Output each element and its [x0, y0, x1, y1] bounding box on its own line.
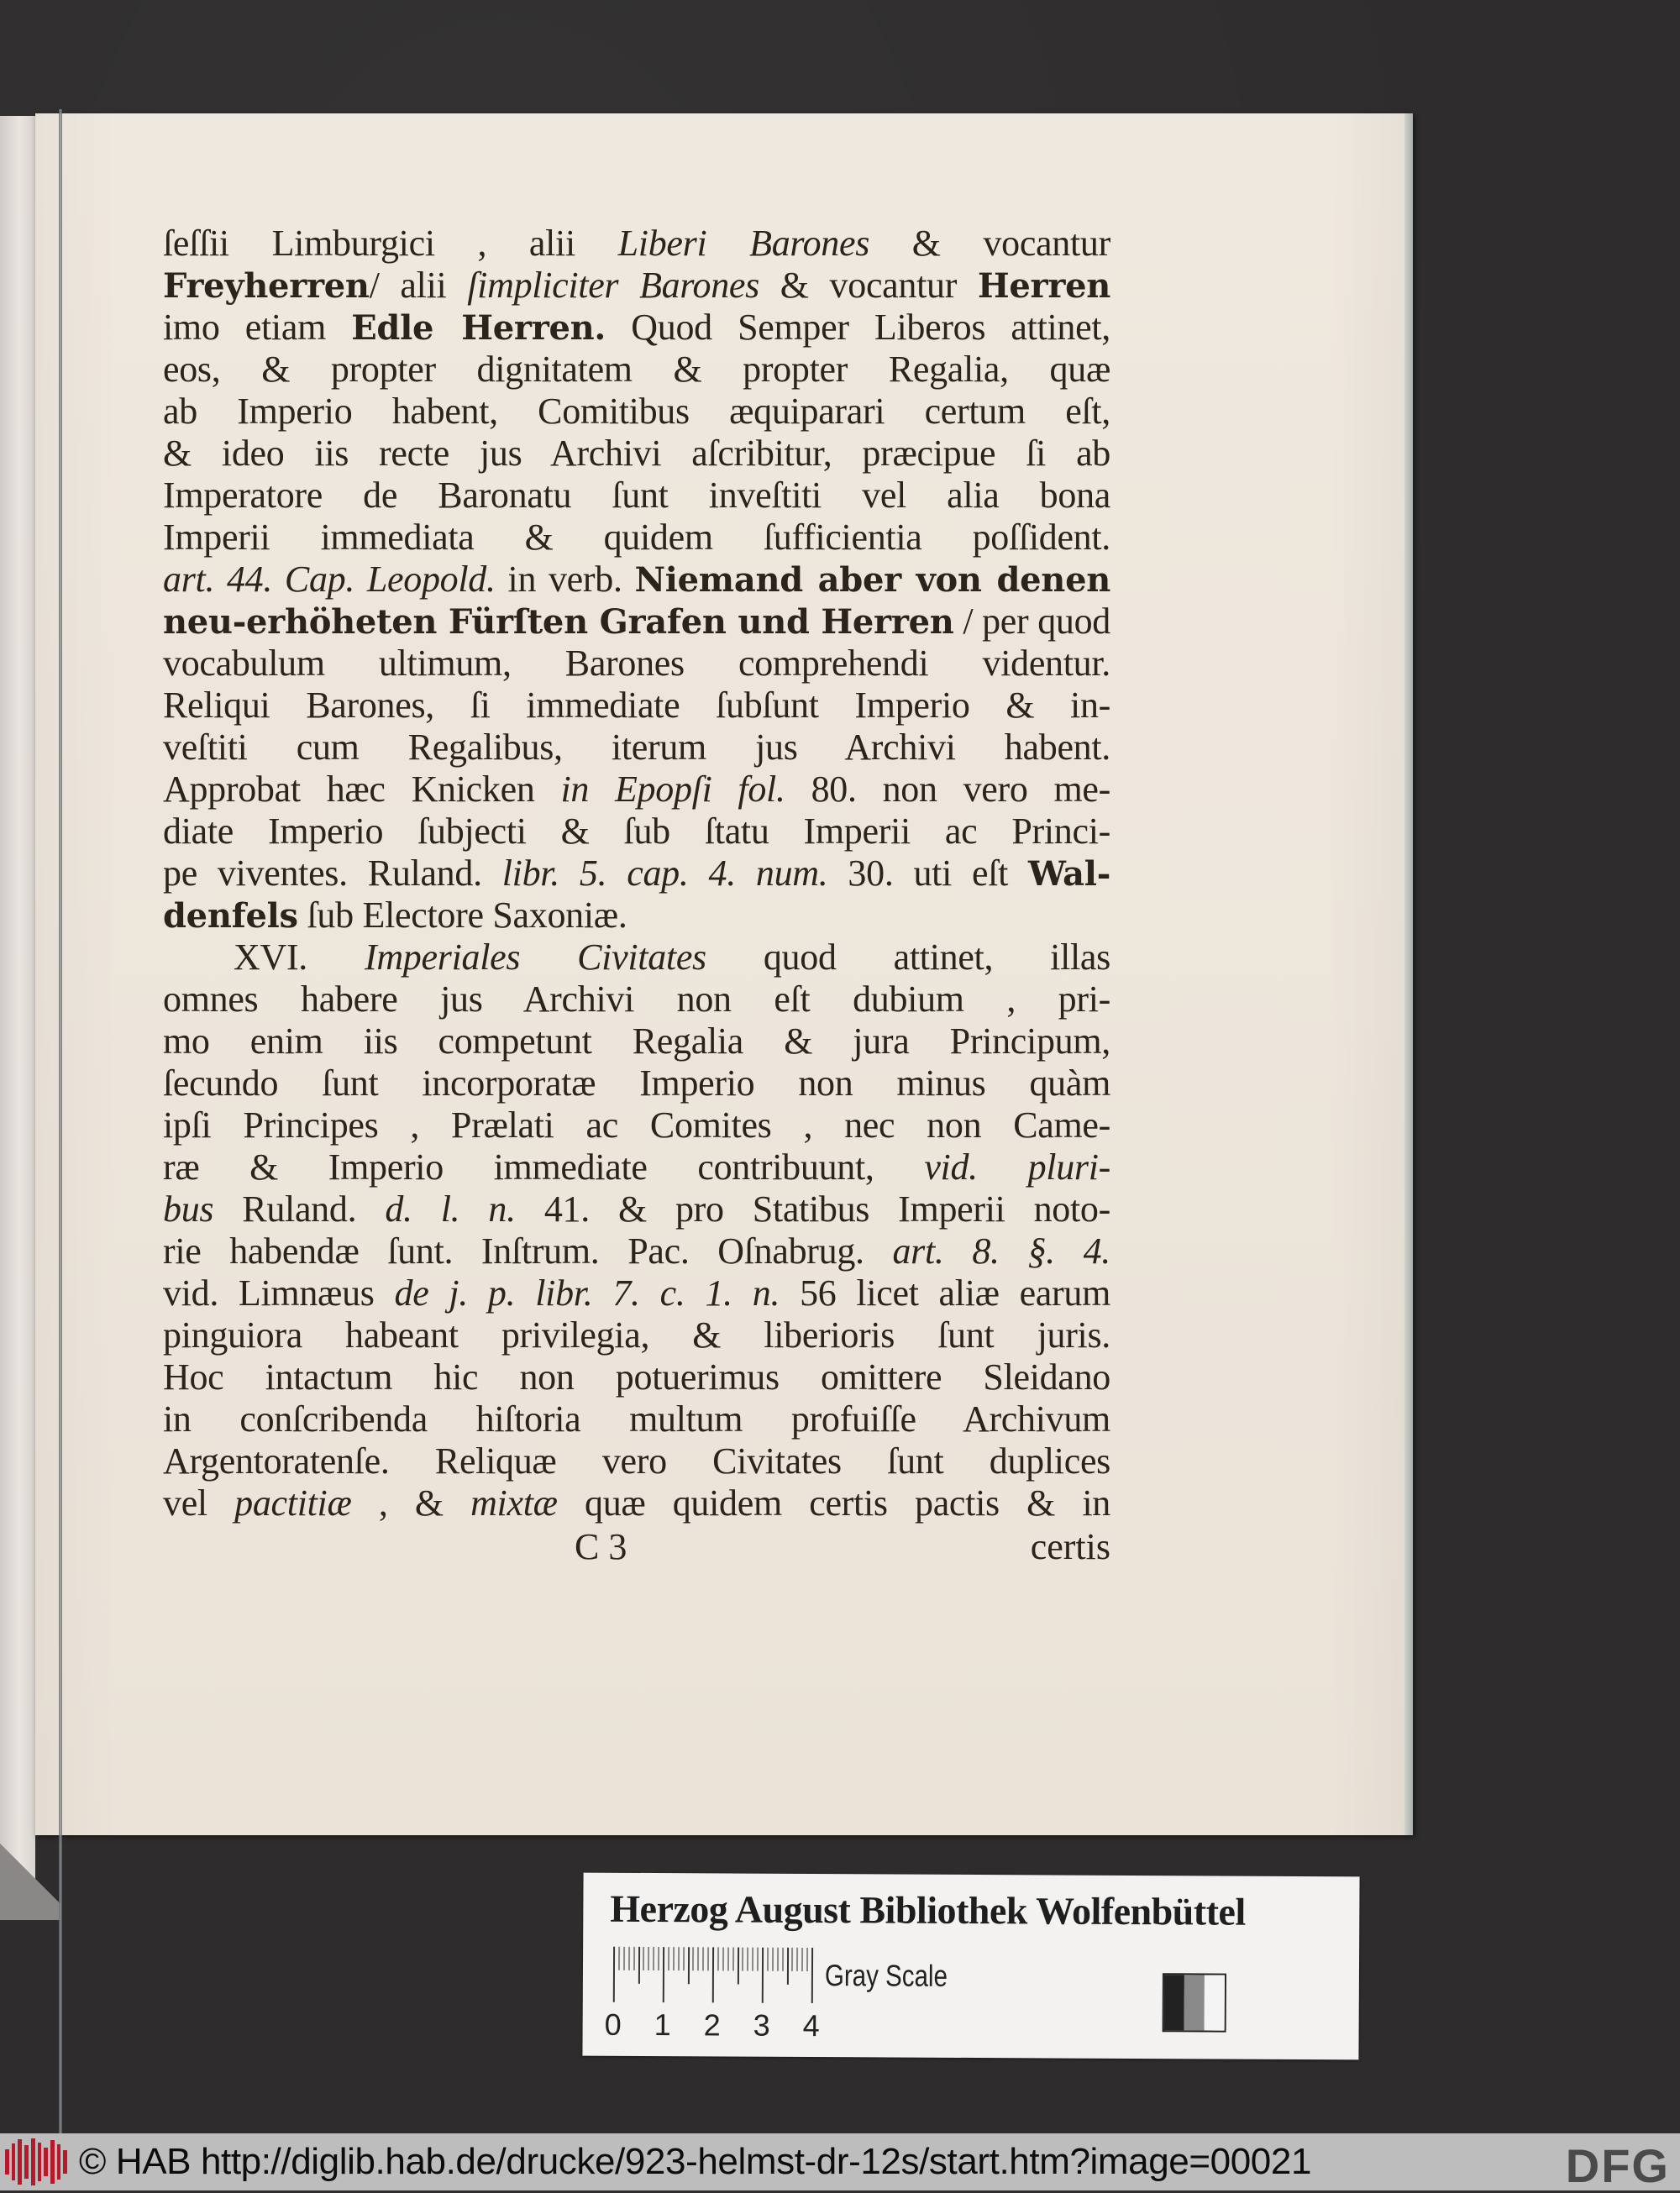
ruler-tick: [613, 1947, 615, 2002]
ruler-tick: [707, 1947, 709, 1970]
ruler-tick: [791, 1948, 793, 1971]
ruler-tick: [683, 1947, 685, 1970]
ruler-tick: [737, 1948, 738, 1985]
ruler-tick: [806, 1948, 808, 1971]
text-line: Reliqui Barones, ſi immediate ſubſunt Imperio & in-: [163, 685, 1110, 726]
facing-page-edge: [0, 116, 35, 1880]
text-line: ſeſſii Limburgici , alii Liberi Barones & vocantur: [163, 223, 1110, 264]
ruler-tick: [772, 1948, 774, 1971]
text-line: art. 44. Cap. Leopold. in verb. Niemand aber von denen: [163, 559, 1110, 600]
page-edge: [1404, 113, 1413, 1835]
page-text: [163, 223, 1110, 1568]
credit-bar: [0, 2133, 1680, 2190]
color-ruler-card: [582, 1873, 1359, 2060]
ruler-number: 0: [604, 2007, 622, 2042]
ruler-tick: [668, 1947, 669, 1970]
gray-swatch: [1205, 1975, 1225, 2030]
ruler-tick: [801, 1948, 803, 1971]
ruler-tick: [777, 1948, 779, 1971]
text-line: mo enim iis competunt Regalia & jura Principum,: [163, 1020, 1110, 1062]
ruler-tick: [697, 1947, 699, 1970]
signature-mark: C 3: [575, 1526, 627, 1567]
text-line: eos, & propter dignitatem & propter Regalia, quæ: [163, 349, 1110, 390]
ruler-tick: [762, 1948, 764, 2003]
ruler-tick: [643, 1947, 644, 1970]
text-line: rie habendæ ſunt. Inſtrum. Pac. Oſnabrug. art. 8. §. 4.: [163, 1230, 1110, 1272]
library-name: Herzog August Bibliothek Wolfenbüttel: [610, 1886, 1246, 1933]
ruler-tick: [687, 1947, 689, 1984]
ruler-tick: [653, 1947, 654, 1970]
text-line: bus Ruland. d. l. n. 41. & pro Statibus Imperii noto-: [163, 1188, 1110, 1230]
text-line: imo etiam Edle Herren. Quod Semper Liberos attinet,: [163, 307, 1110, 348]
gray-scale-swatches: [1163, 1973, 1226, 2032]
ruler-tick: [712, 1947, 714, 2002]
ruler-tick: [673, 1947, 675, 1970]
ruler-tick: [782, 1948, 784, 1971]
text-line: veſtiti cum Regalibus, iterum jus Archivi habent.: [163, 727, 1110, 768]
text-line: ipſi Principes , Prælati ac Comites , nec non Came-: [163, 1104, 1110, 1146]
ruler-tick: [722, 1947, 724, 1970]
gray-swatch: [1184, 1975, 1205, 2030]
ruler-tick: [752, 1948, 753, 1971]
hab-logo-icon: [5, 2138, 67, 2185]
ruler-tick: [663, 1947, 664, 2002]
ruler-tick: [633, 1947, 635, 1970]
ruler-tick: [747, 1948, 748, 1971]
credit-link-text[interactable]: © HAB http://diglib.hab.de/drucke/923-helmst-dr-12s/start.htm?image=00021: [79, 2141, 1312, 2182]
text-line: pe viventes. Ruland. libr. 5. cap. 4. num. 30. uti eſt Wal-: [163, 853, 1110, 894]
text-line: denfels ſub Electore Saxoniæ.: [163, 895, 627, 936]
ruler-tick: [648, 1947, 649, 1970]
facing-page-corner: [0, 1828, 60, 1920]
text-line: Imperatore de Baronatu ſunt inveſtiti vel alia bona: [163, 475, 1110, 516]
page-footer: [163, 1526, 1110, 1568]
ruler-tick: [702, 1947, 704, 1970]
ruler-tick: [717, 1947, 719, 1970]
ruler-tick: [796, 1948, 798, 1971]
text-line: Freyherren/ alii ſimpliciter Barones & vocantur Herren: [163, 265, 1111, 306]
ruler-tick: [727, 1947, 729, 1970]
ruler-tick: [742, 1948, 743, 1971]
text-line: omnes habere jus Archivi non eſt dubium , pri-: [163, 978, 1110, 1020]
text-line: ab Imperio habent, Comitibus æquiparari certum eſt,: [163, 391, 1110, 432]
ruler-tick: [623, 1947, 625, 1970]
catchword: certis: [1030, 1526, 1110, 1567]
text-line: diate Imperio ſubjecti & ſub ſtatu Imperii ac Princi-: [163, 811, 1110, 852]
text-line: Approbat hæc Knicken in Epopſi fol. 80. non vero me-: [163, 769, 1110, 810]
book-page: [35, 113, 1413, 1835]
text-line: Argentoratenſe. Reliquæ vero Civitates ſunt duplices: [163, 1440, 1110, 1482]
text-line: neu-erhöheten Fürſten Grafen und Herren / per quod: [163, 601, 1110, 642]
ruler-scale: [613, 1947, 818, 2015]
text-line: & ideo iis recte jus Archivi aſcribitur, præcipue ſi ab: [163, 433, 1110, 474]
ruler-tick: [628, 1947, 630, 1970]
ruler-tick: [767, 1948, 769, 1971]
ruler-tick: [658, 1947, 659, 1970]
text-line: ſecundo ſunt incorporatæ Imperio non minus quàm: [163, 1062, 1110, 1104]
text-line: in conſcribenda hiſtoria multum profuiſſe Archivum: [163, 1398, 1110, 1440]
ruler-number: 1: [654, 2007, 671, 2043]
text-line: vel pactitiæ , & mixtæ quæ quidem certis pactis & in: [163, 1482, 1110, 1524]
text-line: ræ & Imperio immediate contribuunt, vid. pluri-: [163, 1146, 1110, 1188]
gutter-line: [59, 109, 62, 2142]
dfg-logo-icon: DFG: [1565, 2139, 1670, 2192]
ruler-tick: [618, 1947, 620, 1970]
text-line: pinguiora habeant privilegia, & liberioris ſunt juris.: [163, 1314, 1110, 1356]
gray-swatch: [1164, 1975, 1184, 2030]
ruler-number: 2: [703, 2007, 721, 2043]
ruler-tick: [638, 1947, 639, 1984]
text-line: Hoc intactum hic non potuerimus omittere Sleidano: [163, 1356, 1110, 1398]
text-line: vid. Limnæus de j. p. libr. 7. c. 1. n. 56 licet aliæ earum: [163, 1272, 1111, 1314]
ruler-tick: [692, 1947, 694, 1970]
ruler-number: 4: [802, 2007, 820, 2043]
ruler-tick: [732, 1948, 734, 1971]
ruler-number: 3: [753, 2007, 770, 2043]
ruler-tick: [786, 1948, 788, 1985]
ruler-tick: [811, 1948, 813, 2003]
ruler-tick: [678, 1947, 680, 1970]
gray-scale-label: Gray Scale: [824, 1958, 948, 1993]
text-line: Imperii immediata & quidem ſufficientia poſſident.: [163, 517, 1110, 558]
text-line: vocabulum ultimum, Barones comprehendi videntur.: [163, 643, 1110, 684]
ruler-tick: [757, 1948, 759, 1971]
text-line: XVI. Imperiales Civitates quod attinet, illas: [234, 936, 1110, 978]
